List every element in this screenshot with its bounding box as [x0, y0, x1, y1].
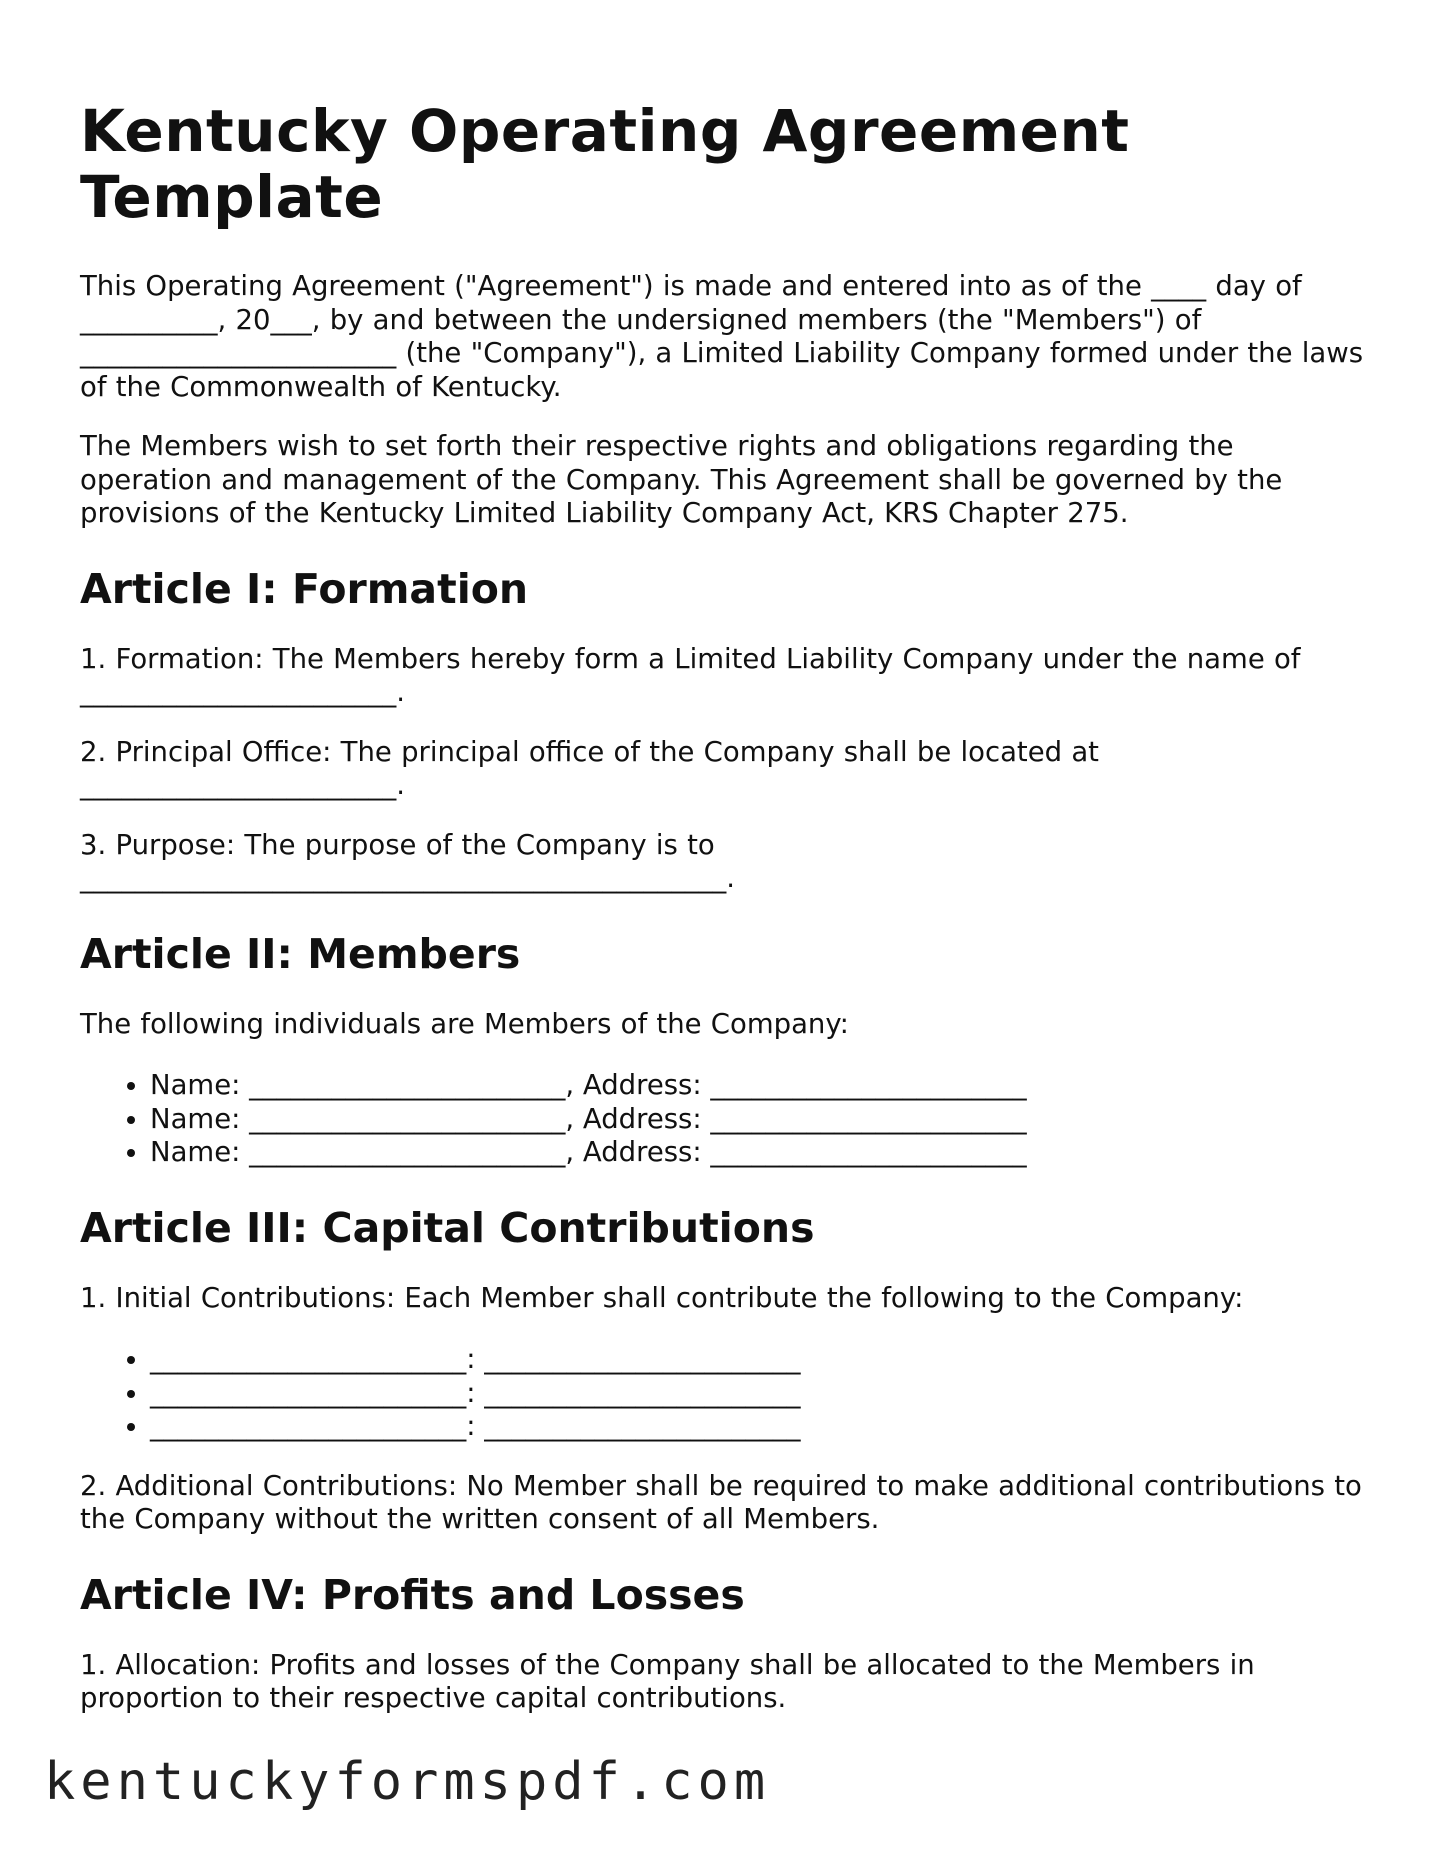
- contribution-list-item: • _______________________: _______________________: [150, 1377, 1370, 1411]
- article-4-section: [80, 1571, 1370, 1716]
- article-4-heading: Article IV: Profits and Losses: [80, 1570, 745, 1619]
- page-title: Kentucky Operating Agreement Template: [80, 97, 1130, 231]
- article-3-section: [80, 1204, 1370, 1537]
- member-list-item: • Name: _______________________, Address: _______________________: [150, 1069, 1370, 1103]
- intro-paragraph-2: The Members wish to set forth their respective rights and obligations regarding the operation and management of the Company. This Agreement shall be governed by the provisions of the Kentucky Limited Liability Company Act, KRS Chapter 275.: [80, 430, 1283, 529]
- article-1-item-principal-office: 2. Principal Office: The principal office of the Company shall be located at _______________________.: [80, 735, 1099, 801]
- members-list: [80, 1069, 1370, 1170]
- article-1-heading: Article I: Formation: [80, 564, 529, 613]
- article-2-heading: Article II: Members: [80, 929, 521, 978]
- article-3-heading: Article III: Capital Contributions: [80, 1203, 815, 1252]
- article-4-allocation: 1. Allocation: Profits and losses of the Company shall be allocated to the Members in proportion to their respective capital contributions.: [80, 1648, 1255, 1714]
- member-list-item: • Name: _______________________, Address: _______________________: [150, 1136, 1370, 1170]
- article-3-additional-contributions: 2. Additional Contributions: No Member shall be required to make additional contributions to the Company without the written consent of all Members.: [80, 1469, 1362, 1535]
- article-1-item-formation: 1. Formation: The Members hereby form a Limited Liability Company under the name of _______________________.: [80, 642, 1301, 708]
- article-2-section: [80, 930, 1370, 1170]
- site-watermark: kentuckyformspdf.com: [44, 1752, 771, 1812]
- article-2-intro: The following individuals are Members of the Company:: [80, 1007, 849, 1040]
- intro-paragraph-1: This Operating Agreement ("Agreement") is made and entered into as of the ____ day of __________, 20___, by and between the undersigned members (the "Members") of _______________________ (the "Company"), a Limited Liability Company formed under the laws of the Commonwealth of Kentucky.: [80, 270, 1364, 403]
- article-1-item-purpose: 3. Purpose: The purpose of the Company is to _______________________________________________.: [80, 828, 735, 894]
- contribution-list-item: • _______________________: _______________________: [150, 1343, 1370, 1377]
- article-1-section: [80, 565, 1370, 896]
- contributions-list: [80, 1343, 1370, 1444]
- contribution-list-item: • _______________________: _______________________: [150, 1410, 1370, 1444]
- member-list-item: • Name: _______________________, Address: _______________________: [150, 1103, 1370, 1137]
- article-3-initial-contributions: 1. Initial Contributions: Each Member shall contribute the following to the Company:: [80, 1281, 1244, 1314]
- document: [80, 98, 1370, 1742]
